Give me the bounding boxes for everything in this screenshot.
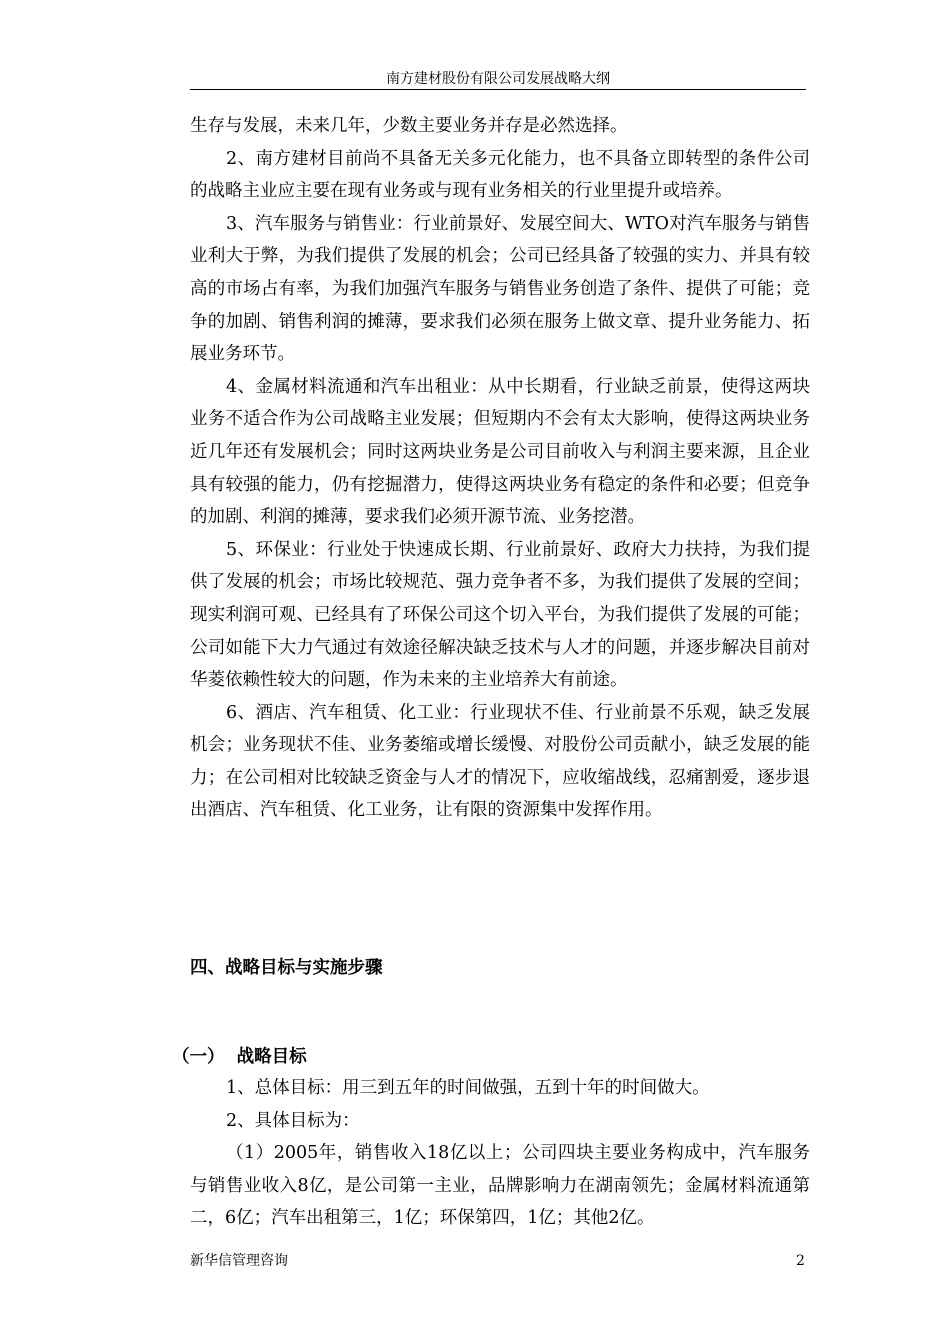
goal-specific-intro: 2、具体目标为： xyxy=(226,1110,360,1131)
paragraph-point-6: 6、酒店、汽车租赁、化工业：行业现状不佳、行业前景不乐观，缺乏发展机会；业务现状不佳、业务萎缩或增长缓慢、对股份公司贡献小，缺乏发展的能力；在公司相对比较缺乏资金与人才的情况下，应收缩战线，忍痛割爱，逐步退出酒店、汽车租赁、化工业务，让有限的资源集中发挥作用。 xyxy=(190,702,810,821)
page-number: 2 xyxy=(796,1253,805,1269)
section-4-heading: 四、战略目标与实施步骤 xyxy=(190,958,383,978)
header-divider xyxy=(190,89,806,90)
page-header-title: 南方建材股份有限公司发展战略大纲 xyxy=(386,71,610,87)
body-text xyxy=(190,110,810,827)
paragraph-continuation: 生存与发展，未来几年，少数主要业务并存是必然选择。 xyxy=(190,116,628,136)
subsection-1-heading: （一） 战略目标 xyxy=(172,1047,307,1067)
paragraph-point-3: 3、汽车服务与销售业：行业前景好、发展空间大、WTO对汽车服务与销售业利大于弊，为我们提供了发展的机会；公司已经具备了较强的实力、并具有较高的市场占有率，为我们加强汽车服务与销售业务创造了条件、提供了可能；竞争的加剧、销售利润的摊薄，要求我们必须在服务上做文章、提升业务能力、拓展业务环节。 xyxy=(190,213,810,365)
paragraph-point-4: 4、金属材料流通和汽车出租业：从中长期看，行业缺乏前景，使得这两块业务不适合作为公司战略主业发展；但短期内不会有太大影响，使得这两块业务近几年还有发展机会；同时这两块业务是公司目前收入与利润主要来源，且企业具有较强的能力，仍有挖掘潜力，使得这两块业务有稳定的条件和必要；但竞争的加剧、利润的摊薄，要求我们必须开源节流、业务挖潜。 xyxy=(190,376,810,528)
paragraph-point-5: 5、环保业：行业处于快速成长期、行业前景好、政府大力扶持，为我们提供了发展的机会；市场比较规范、强力竞争者不多，为我们提供了发展的空间；现实利润可观、已经具有了环保公司这个切入平台，为我们提供了发展的可能；公司如能下大力气通过有效途径解决缺乏技术与人才的问题，并逐步解决目前对华菱依赖性较大的问题，作为未来的主业培养大有前途。 xyxy=(190,539,810,691)
strategic-goals-text xyxy=(190,1072,810,1235)
paragraph-point-2: 2、南方建材目前尚不具备无关多元化能力，也不具备立即转型的条件公司的战略主业应主要在现有业务或与现有业务相关的行业里提升或培养。 xyxy=(190,148,810,202)
goal-overall: 1、总体目标：用三到五年的时间做强，五到十年的时间做大。 xyxy=(226,1078,710,1098)
goal-2005: （1）2005年，销售收入18亿以上；公司四块主要业务构成中，汽车服务与销售业收入8亿，是公司第一主业，品牌影响力在湖南领先；金属材料流通第二，6亿；汽车出租第三，1亿；环保第四，1亿；其他2亿。 xyxy=(190,1143,810,1229)
footer-company: 新华信管理咨询 xyxy=(190,1253,288,1269)
